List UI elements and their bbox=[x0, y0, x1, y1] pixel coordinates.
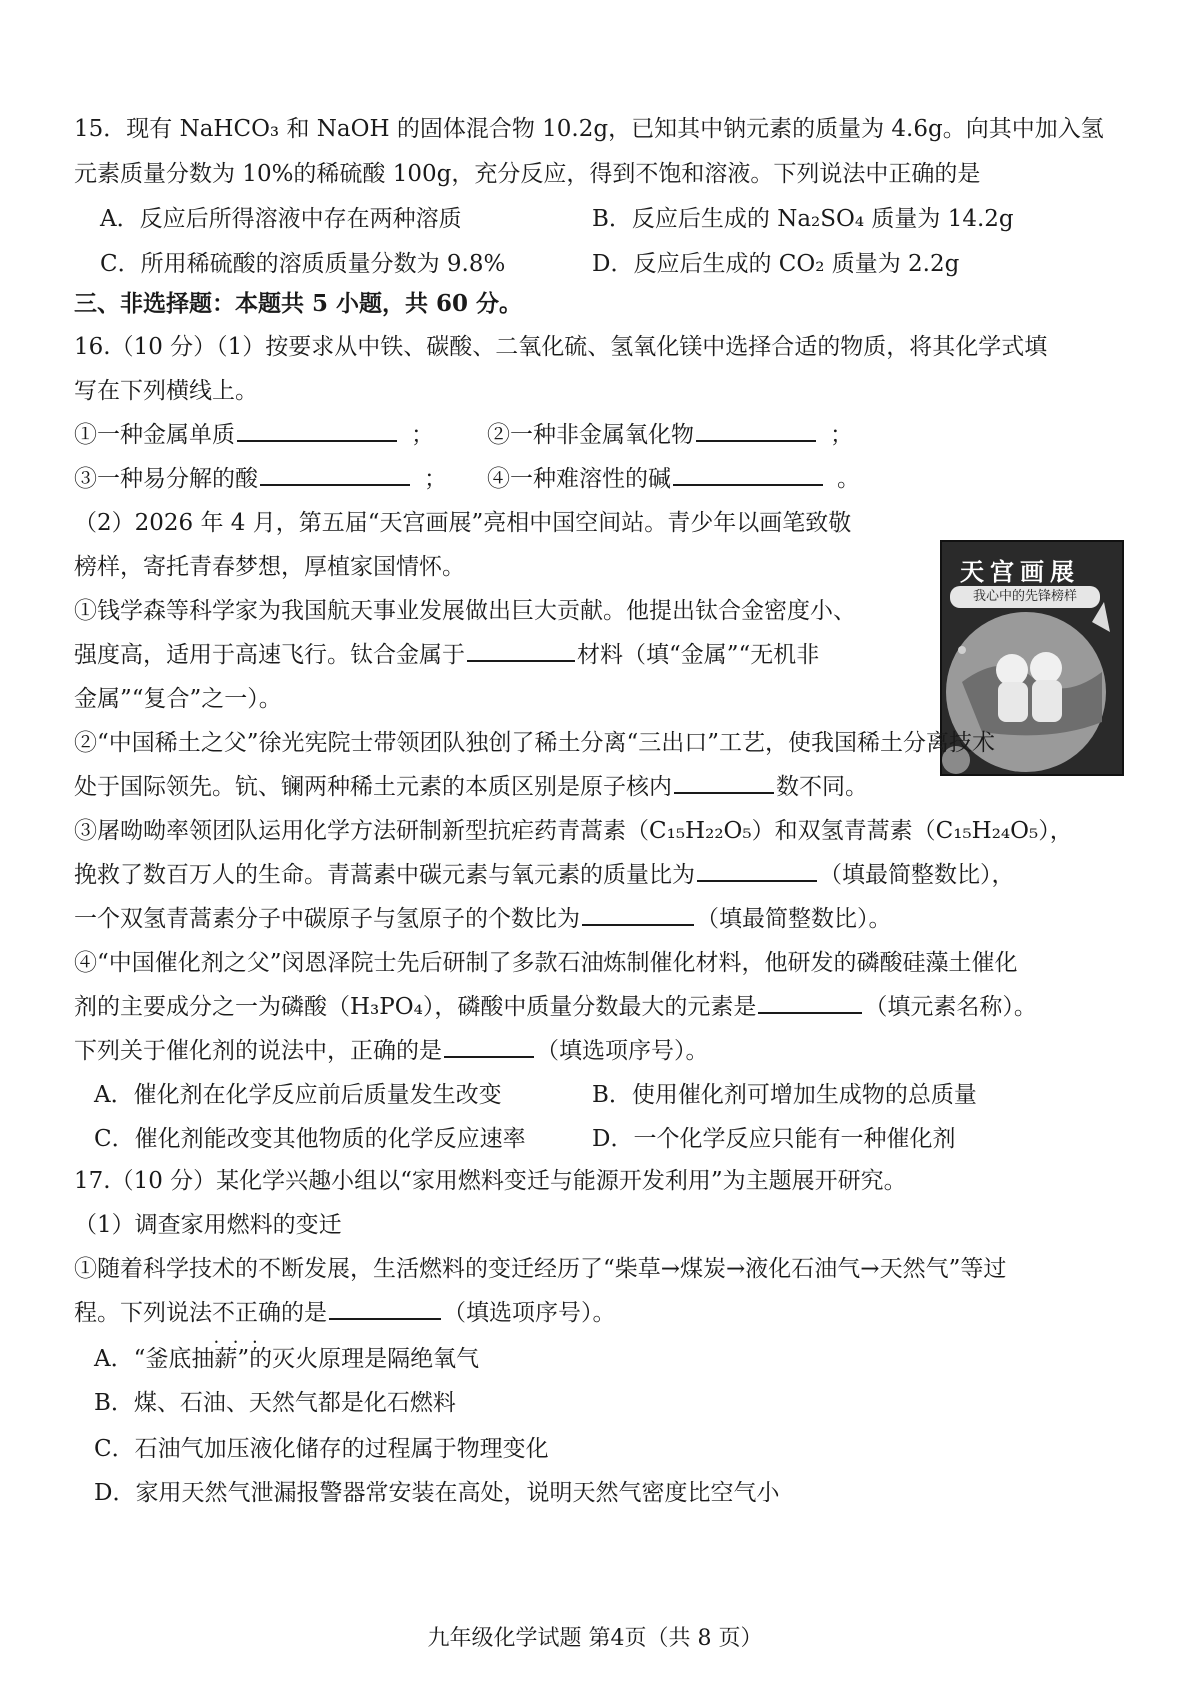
q16-sub3-line2 bbox=[74, 858, 1015, 892]
q17-option-c: C．石油气加压液化储存的过程属于物理变化 bbox=[94, 1436, 549, 1462]
answer-blank[interactable] bbox=[260, 462, 410, 486]
q16-blank-4 bbox=[487, 462, 860, 496]
q16-sub3-line3-b: （填最简整数比）。 bbox=[696, 906, 892, 932]
q16-option-c: C．催化剂能改变其他物质的化学反应速率 bbox=[94, 1126, 526, 1152]
q16-blank-1-end: ； bbox=[411, 422, 434, 448]
q16-sub2-line2-a: 处于国际领先。钪、镧两种稀土元素的本质区别是原子核内 bbox=[74, 774, 672, 800]
answer-blank[interactable] bbox=[758, 990, 862, 1014]
q15-stem-line2: 元素质量分数为 10%的稀硫酸 100g，充分反应，得到不饱和溶液。下列说法中正确的是 bbox=[74, 161, 981, 187]
q16-sub2-line1: ②“中国稀土之父”徐光宪院士带领团队独创了稀土分离“三出口”工艺，使我国稀土分离技术 bbox=[74, 730, 996, 756]
answer-blank[interactable] bbox=[673, 462, 823, 486]
q16-blank-4-label: ④一种难溶性的碱 bbox=[487, 466, 671, 492]
q16-sub4-line3-b: （填选项序号）。 bbox=[536, 1038, 709, 1064]
q16-stem-line2: 写在下列横线上。 bbox=[74, 378, 258, 404]
q15-option-a: A．反应后所得溶液中存在两种溶质 bbox=[100, 206, 462, 232]
answer-blank[interactable] bbox=[696, 418, 816, 442]
q16-part2-line2: 榜样，寄托青春梦想，厚植家国情怀。 bbox=[74, 554, 465, 580]
q16-part2-line1: （2）2026 年 4 月，第五届“天宫画展”亮相中国空间站。青少年以画笔致敬 bbox=[74, 510, 852, 536]
q16-blank-3 bbox=[74, 462, 447, 496]
q16-sub1-line3: 金属”“复合”之一）。 bbox=[74, 686, 282, 712]
q15-stem-line1: 15．现有 NaHCO₃ 和 NaOH 的固体混合物 10.2g，已知其中钠元素的质量为 4.6g。向其中加入氢 bbox=[74, 116, 1104, 142]
answer-blank[interactable] bbox=[467, 638, 575, 662]
emphasis-not-correct: 不正确 • • • bbox=[212, 1296, 281, 1330]
answer-blank[interactable] bbox=[582, 902, 694, 926]
q16-sub1-line2-a: 强度高，适用于高速飞行。钛合金属于 bbox=[74, 642, 465, 668]
q16-sub3-line1: ③屠呦呦率领团队运用化学方法研制新型抗疟药青蒿素（C₁₅H₂₂O₅）和双氢青蒿素（C₁₅H₂₄O₅）， bbox=[74, 818, 1073, 844]
q16-sub1-line2-b: 材料（填“金属”“无机非 bbox=[577, 642, 820, 668]
answer-blank[interactable] bbox=[329, 1296, 441, 1320]
q17-sub1-line2 bbox=[74, 1296, 616, 1330]
q16-sub2-line2-b: 数不同。 bbox=[776, 774, 868, 800]
q17-stem-line1: 17.（10 分）某化学兴趣小组以“家用燃料变迁与能源开发利用”为主题展开研究。 bbox=[74, 1168, 907, 1194]
q16-sub4-line1: ④“中国催化剂之父”闵恩泽院士先后研制了多款石油炼制催化材料，他研发的磷酸硅藻土催化 bbox=[74, 950, 1018, 976]
q16-blank-1 bbox=[74, 418, 434, 452]
poster-title: 天宫画展 bbox=[960, 558, 1080, 586]
q17-part1-heading: （1）调查家用燃料的变迁 bbox=[74, 1212, 342, 1238]
q17-sub1-line2-c: （填选项序号）。 bbox=[443, 1300, 616, 1326]
q16-sub4-line2 bbox=[74, 990, 1037, 1024]
answer-blank[interactable] bbox=[237, 418, 397, 442]
q16-sub3-line2-b: （填最简整数比）， bbox=[819, 862, 1015, 888]
q16-option-b: B．使用催化剂可增加生成物的总质量 bbox=[592, 1082, 977, 1108]
q16-sub4-line2-b: （填元素名称）。 bbox=[864, 994, 1037, 1020]
q16-sub4-line3 bbox=[74, 1034, 709, 1068]
q16-blank-2 bbox=[487, 418, 853, 452]
q16-sub4-line3-a: 下列关于催化剂的说法中，正确的是 bbox=[74, 1038, 442, 1064]
section-3-heading: 三、非选择题：本题共 5 小题，共 60 分。 bbox=[74, 290, 523, 317]
answer-blank[interactable] bbox=[444, 1034, 534, 1058]
q17-option-b: B．煤、石油、天然气都是化石燃料 bbox=[94, 1390, 456, 1416]
q16-blank-2-end: ； bbox=[830, 422, 853, 448]
q15-option-c: C．所用稀硫酸的溶质质量分数为 9.8% bbox=[100, 251, 506, 277]
q16-blank-4-end: 。 bbox=[837, 466, 860, 492]
q17-sub1-line2-b: 的是 bbox=[281, 1300, 327, 1326]
page-footer: 九年级化学试题 第4页（共 8 页） bbox=[427, 1626, 763, 1651]
q16-option-d: D．一个化学反应只能有一种催化剂 bbox=[592, 1126, 956, 1152]
q16-blank-3-end: ； bbox=[424, 466, 447, 492]
q16-sub4-line2-a: 剂的主要成分之一为磷酸（H₃PO₄），磷酸中质量分数最大的元素是 bbox=[74, 994, 757, 1020]
q16-sub3-line3 bbox=[74, 902, 892, 936]
q16-sub1-line2 bbox=[74, 638, 819, 672]
q17-option-a: A．“釜底抽薪”的灭火原理是隔绝氧气 bbox=[94, 1346, 480, 1372]
q16-sub3-line3-a: 一个双氢青蒿素分子中碳原子与氢原子的个数比为 bbox=[74, 906, 580, 932]
q17-sub1-line2-a: 程。下列说法 bbox=[74, 1300, 212, 1326]
q16-blank-3-label: ③一种易分解的酸 bbox=[74, 466, 258, 492]
q17-option-d: D．家用天然气泄漏报警器常安装在高处，说明天然气密度比空气小 bbox=[94, 1480, 780, 1506]
q17-sub1-line1: ①随着科学技术的不断发展，生活燃料的变迁经历了“柴草→煤炭→液化石油气→天然气”等过 bbox=[74, 1256, 1007, 1282]
poster-subtitle: 我心中的先锋榜样 bbox=[950, 586, 1100, 608]
q16-blank-2-label: ②一种非金属氧化物 bbox=[487, 422, 694, 448]
q16-sub2-line2 bbox=[74, 770, 868, 804]
q16-stem-line1: 16.（10 分）（1）按要求从中铁、碳酸、二氧化硫、氢氧化镁中选择合适的物质，将其化学式填 bbox=[74, 334, 1048, 360]
q16-blank-1-label: ①一种金属单质 bbox=[74, 422, 235, 448]
q16-option-a: A．催化剂在化学反应前后质量发生改变 bbox=[94, 1082, 502, 1108]
q15-option-b: B．反应后生成的 Na₂SO₄ 质量为 14.2g bbox=[592, 206, 1014, 232]
q15-option-d: D．反应后生成的 CO₂ 质量为 2.2g bbox=[592, 251, 960, 277]
q16-sub3-line2-a: 挽救了数百万人的生命。青蒿素中碳元素与氧元素的质量比为 bbox=[74, 862, 695, 888]
answer-blank[interactable] bbox=[674, 770, 774, 794]
answer-blank[interactable] bbox=[697, 858, 817, 882]
q16-sub1-line1: ①钱学森等科学家为我国航天事业发展做出巨大贡献。他提出钛合金密度小、 bbox=[74, 598, 856, 624]
